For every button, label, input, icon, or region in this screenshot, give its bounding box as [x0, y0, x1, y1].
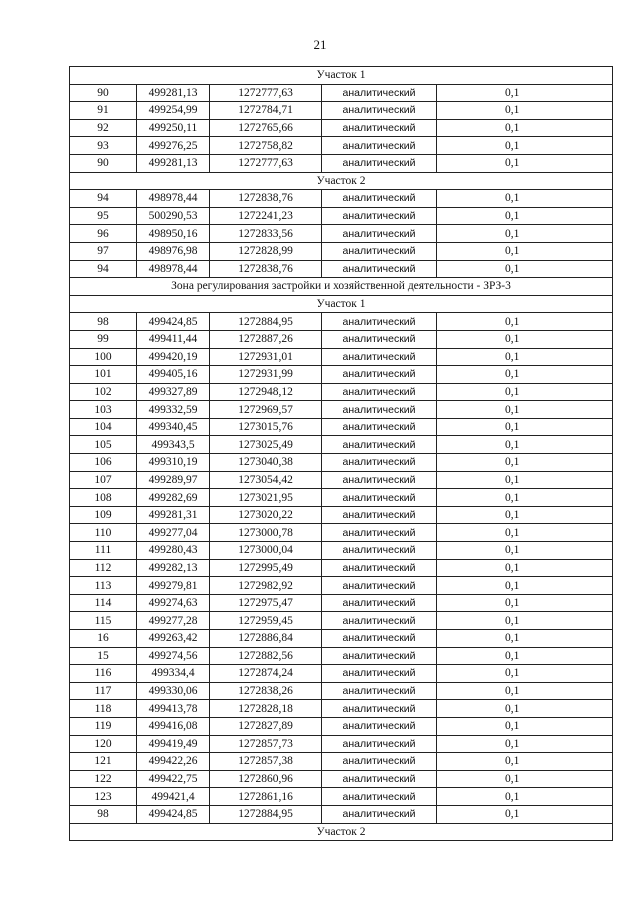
table-row: [70, 805, 613, 823]
table-row: [70, 559, 613, 577]
table-row: [70, 418, 613, 436]
method-cell: аналитический: [322, 454, 437, 472]
section-heading-row: [70, 278, 613, 296]
point-number-cell: 95: [70, 207, 137, 225]
y-coordinate-cell: 1272882,56: [210, 647, 322, 665]
method-cell: аналитический: [322, 119, 437, 137]
x-coordinate-cell: 499281,31: [137, 506, 210, 524]
x-coordinate-cell: 500290,53: [137, 207, 210, 225]
y-coordinate-cell: 1273040,38: [210, 454, 322, 472]
section-heading-row: [70, 823, 613, 841]
table-row: [70, 506, 613, 524]
x-coordinate-cell: 499281,13: [137, 84, 210, 102]
point-number-cell: 99: [70, 330, 137, 348]
y-coordinate-cell: 1273020,22: [210, 506, 322, 524]
precision-cell: 0,1: [437, 770, 613, 788]
x-coordinate-cell: 499413,78: [137, 700, 210, 718]
y-coordinate-cell: 1272931,01: [210, 348, 322, 366]
table-row: [70, 788, 613, 806]
method-cell: аналитический: [322, 348, 437, 366]
table-row: [70, 137, 613, 155]
point-number-cell: 96: [70, 225, 137, 243]
precision-cell: 0,1: [437, 788, 613, 806]
y-coordinate-cell: 1272884,95: [210, 313, 322, 331]
x-coordinate-cell: 499274,63: [137, 594, 210, 612]
x-coordinate-cell: 498950,16: [137, 225, 210, 243]
y-coordinate-cell: 1272948,12: [210, 383, 322, 401]
y-coordinate-cell: 1272241,23: [210, 207, 322, 225]
x-coordinate-cell: 499263,42: [137, 630, 210, 648]
table-row: [70, 401, 613, 419]
precision-cell: 0,1: [437, 753, 613, 771]
precision-cell: 0,1: [437, 542, 613, 560]
method-cell: аналитический: [322, 788, 437, 806]
y-coordinate-cell: 1272857,73: [210, 735, 322, 753]
table-row: [70, 770, 613, 788]
y-coordinate-cell: 1272886,84: [210, 630, 322, 648]
x-coordinate-cell: 499340,45: [137, 418, 210, 436]
method-cell: аналитический: [322, 630, 437, 648]
precision-cell: 0,1: [437, 242, 613, 260]
method-cell: аналитический: [322, 524, 437, 542]
x-coordinate-cell: 499281,13: [137, 154, 210, 172]
precision-cell: 0,1: [437, 418, 613, 436]
precision-cell: 0,1: [437, 84, 613, 102]
coordinates-table: [69, 66, 613, 841]
table-row: [70, 154, 613, 172]
precision-cell: 0,1: [437, 260, 613, 278]
point-number-cell: 106: [70, 454, 137, 472]
point-number-cell: 101: [70, 366, 137, 384]
x-coordinate-cell: 499282,13: [137, 559, 210, 577]
method-cell: аналитический: [322, 700, 437, 718]
x-coordinate-cell: 499422,26: [137, 753, 210, 771]
point-number-cell: 118: [70, 700, 137, 718]
table-row: [70, 471, 613, 489]
precision-cell: 0,1: [437, 805, 613, 823]
precision-cell: 0,1: [437, 612, 613, 630]
x-coordinate-cell: 499254,99: [137, 102, 210, 120]
section-heading: Зона регулирования застройки и хозяйственной деятельности - ЗРЗ-3: [70, 278, 613, 296]
table-row: [70, 330, 613, 348]
precision-cell: 0,1: [437, 348, 613, 366]
point-number-cell: 123: [70, 788, 137, 806]
point-number-cell: 109: [70, 506, 137, 524]
x-coordinate-cell: 499250,11: [137, 119, 210, 137]
y-coordinate-cell: 1272995,49: [210, 559, 322, 577]
method-cell: аналитический: [322, 260, 437, 278]
table-row: [70, 260, 613, 278]
table-row: [70, 542, 613, 560]
table-row: [70, 612, 613, 630]
y-coordinate-cell: 1272758,82: [210, 137, 322, 155]
point-number-cell: 90: [70, 84, 137, 102]
method-cell: аналитический: [322, 612, 437, 630]
point-number-cell: 104: [70, 418, 137, 436]
point-number-cell: 105: [70, 436, 137, 454]
point-number-cell: 121: [70, 753, 137, 771]
precision-cell: 0,1: [437, 454, 613, 472]
x-coordinate-cell: 499419,49: [137, 735, 210, 753]
x-coordinate-cell: 499310,19: [137, 454, 210, 472]
y-coordinate-cell: 1272975,47: [210, 594, 322, 612]
y-coordinate-cell: 1273015,76: [210, 418, 322, 436]
point-number-cell: 119: [70, 717, 137, 735]
x-coordinate-cell: 499327,89: [137, 383, 210, 401]
method-cell: аналитический: [322, 190, 437, 208]
precision-cell: 0,1: [437, 401, 613, 419]
y-coordinate-cell: 1272784,71: [210, 102, 322, 120]
point-number-cell: 98: [70, 805, 137, 823]
method-cell: аналитический: [322, 506, 437, 524]
x-coordinate-cell: 498976,98: [137, 242, 210, 260]
y-coordinate-cell: 1272765,66: [210, 119, 322, 137]
method-cell: аналитический: [322, 577, 437, 595]
x-coordinate-cell: 499422,75: [137, 770, 210, 788]
precision-cell: 0,1: [437, 102, 613, 120]
section-heading: Участок 2: [70, 172, 613, 190]
section-heading-row: [70, 172, 613, 190]
precision-cell: 0,1: [437, 735, 613, 753]
x-coordinate-cell: 498978,44: [137, 260, 210, 278]
precision-cell: 0,1: [437, 559, 613, 577]
y-coordinate-cell: 1273000,78: [210, 524, 322, 542]
method-cell: аналитический: [322, 753, 437, 771]
table-row: [70, 366, 613, 384]
y-coordinate-cell: 1272982,92: [210, 577, 322, 595]
x-coordinate-cell: 498978,44: [137, 190, 210, 208]
method-cell: аналитический: [322, 154, 437, 172]
table-row: [70, 682, 613, 700]
table-row: [70, 84, 613, 102]
table-row: [70, 225, 613, 243]
point-number-cell: 97: [70, 242, 137, 260]
method-cell: аналитический: [322, 805, 437, 823]
precision-cell: 0,1: [437, 383, 613, 401]
method-cell: аналитический: [322, 682, 437, 700]
precision-cell: 0,1: [437, 594, 613, 612]
x-coordinate-cell: 499343,5: [137, 436, 210, 454]
point-number-cell: 102: [70, 383, 137, 401]
y-coordinate-cell: 1272838,26: [210, 682, 322, 700]
table-row: [70, 753, 613, 771]
precision-cell: 0,1: [437, 330, 613, 348]
x-coordinate-cell: 499421,4: [137, 788, 210, 806]
precision-cell: 0,1: [437, 436, 613, 454]
method-cell: аналитический: [322, 665, 437, 683]
precision-cell: 0,1: [437, 190, 613, 208]
x-coordinate-cell: 499330,06: [137, 682, 210, 700]
method-cell: аналитический: [322, 647, 437, 665]
precision-cell: 0,1: [437, 630, 613, 648]
precision-cell: 0,1: [437, 366, 613, 384]
point-number-cell: 110: [70, 524, 137, 542]
table-row: [70, 383, 613, 401]
point-number-cell: 113: [70, 577, 137, 595]
point-number-cell: 98: [70, 313, 137, 331]
point-number-cell: 16: [70, 630, 137, 648]
method-cell: аналитический: [322, 489, 437, 507]
page-number: 21: [313, 37, 327, 52]
point-number-cell: 94: [70, 190, 137, 208]
point-number-cell: 15: [70, 647, 137, 665]
point-number-cell: 111: [70, 542, 137, 560]
precision-cell: 0,1: [437, 154, 613, 172]
method-cell: аналитический: [322, 471, 437, 489]
section-heading: Участок 1: [70, 295, 613, 313]
x-coordinate-cell: 499277,04: [137, 524, 210, 542]
table-row: [70, 594, 613, 612]
point-number-cell: 100: [70, 348, 137, 366]
precision-cell: 0,1: [437, 700, 613, 718]
x-coordinate-cell: 499420,19: [137, 348, 210, 366]
point-number-cell: 91: [70, 102, 137, 120]
y-coordinate-cell: 1272838,76: [210, 190, 322, 208]
y-coordinate-cell: 1272777,63: [210, 84, 322, 102]
point-number-cell: 117: [70, 682, 137, 700]
section-heading-row: [70, 295, 613, 313]
point-number-cell: 115: [70, 612, 137, 630]
point-number-cell: 116: [70, 665, 137, 683]
x-coordinate-cell: 499274,56: [137, 647, 210, 665]
method-cell: аналитический: [322, 242, 437, 260]
y-coordinate-cell: 1272860,96: [210, 770, 322, 788]
method-cell: аналитический: [322, 137, 437, 155]
x-coordinate-cell: 499332,59: [137, 401, 210, 419]
x-coordinate-cell: 499411,44: [137, 330, 210, 348]
table-row: [70, 647, 613, 665]
x-coordinate-cell: 499279,81: [137, 577, 210, 595]
y-coordinate-cell: 1272884,95: [210, 805, 322, 823]
x-coordinate-cell: 499424,85: [137, 313, 210, 331]
method-cell: аналитический: [322, 735, 437, 753]
precision-cell: 0,1: [437, 313, 613, 331]
section-heading-row: [70, 67, 613, 85]
y-coordinate-cell: 1273054,42: [210, 471, 322, 489]
method-cell: аналитический: [322, 383, 437, 401]
method-cell: аналитический: [322, 330, 437, 348]
table-row: [70, 700, 613, 718]
method-cell: аналитический: [322, 313, 437, 331]
section-heading: Участок 2: [70, 823, 613, 841]
method-cell: аналитический: [322, 84, 437, 102]
x-coordinate-cell: 499277,28: [137, 612, 210, 630]
precision-cell: 0,1: [437, 682, 613, 700]
point-number-cell: 114: [70, 594, 137, 612]
x-coordinate-cell: 499289,97: [137, 471, 210, 489]
y-coordinate-cell: 1272959,45: [210, 612, 322, 630]
method-cell: аналитический: [322, 207, 437, 225]
precision-cell: 0,1: [437, 119, 613, 137]
method-cell: аналитический: [322, 418, 437, 436]
precision-cell: 0,1: [437, 577, 613, 595]
y-coordinate-cell: 1272828,18: [210, 700, 322, 718]
table-row: [70, 630, 613, 648]
method-cell: аналитический: [322, 366, 437, 384]
method-cell: аналитический: [322, 559, 437, 577]
table-row: [70, 207, 613, 225]
table-row: [70, 348, 613, 366]
precision-cell: 0,1: [437, 506, 613, 524]
y-coordinate-cell: 1272857,38: [210, 753, 322, 771]
method-cell: аналитический: [322, 436, 437, 454]
method-cell: аналитический: [322, 102, 437, 120]
y-coordinate-cell: 1272874,24: [210, 665, 322, 683]
table-row: [70, 313, 613, 331]
point-number-cell: 103: [70, 401, 137, 419]
point-number-cell: 120: [70, 735, 137, 753]
precision-cell: 0,1: [437, 665, 613, 683]
section-heading: Участок 1: [70, 67, 613, 85]
x-coordinate-cell: 499282,69: [137, 489, 210, 507]
table-row: [70, 242, 613, 260]
y-coordinate-cell: 1272931,99: [210, 366, 322, 384]
y-coordinate-cell: 1272861,16: [210, 788, 322, 806]
method-cell: аналитический: [322, 594, 437, 612]
x-coordinate-cell: 499334,4: [137, 665, 210, 683]
table-row: [70, 119, 613, 137]
y-coordinate-cell: 1272833,56: [210, 225, 322, 243]
y-coordinate-cell: 1273000,04: [210, 542, 322, 560]
table-row: [70, 717, 613, 735]
y-coordinate-cell: 1273025,49: [210, 436, 322, 454]
table-row: [70, 190, 613, 208]
point-number-cell: 108: [70, 489, 137, 507]
point-number-cell: 94: [70, 260, 137, 278]
precision-cell: 0,1: [437, 647, 613, 665]
x-coordinate-cell: 499424,85: [137, 805, 210, 823]
table-row: [70, 735, 613, 753]
precision-cell: 0,1: [437, 717, 613, 735]
point-number-cell: 90: [70, 154, 137, 172]
y-coordinate-cell: 1272887,26: [210, 330, 322, 348]
method-cell: аналитический: [322, 542, 437, 560]
y-coordinate-cell: 1272828,99: [210, 242, 322, 260]
method-cell: аналитический: [322, 770, 437, 788]
x-coordinate-cell: 499405,16: [137, 366, 210, 384]
x-coordinate-cell: 499276,25: [137, 137, 210, 155]
y-coordinate-cell: 1272969,57: [210, 401, 322, 419]
precision-cell: 0,1: [437, 225, 613, 243]
table-row: [70, 524, 613, 542]
precision-cell: 0,1: [437, 471, 613, 489]
coordinates-table-body: [70, 67, 613, 841]
x-coordinate-cell: 499416,08: [137, 717, 210, 735]
table-row: [70, 489, 613, 507]
method-cell: аналитический: [322, 717, 437, 735]
precision-cell: 0,1: [437, 137, 613, 155]
y-coordinate-cell: 1272838,76: [210, 260, 322, 278]
precision-cell: 0,1: [437, 524, 613, 542]
table-row: [70, 454, 613, 472]
point-number-cell: 92: [70, 119, 137, 137]
y-coordinate-cell: 1273021,95: [210, 489, 322, 507]
point-number-cell: 122: [70, 770, 137, 788]
point-number-cell: 107: [70, 471, 137, 489]
y-coordinate-cell: 1272827,89: [210, 717, 322, 735]
method-cell: аналитический: [322, 401, 437, 419]
x-coordinate-cell: 499280,43: [137, 542, 210, 560]
point-number-cell: 112: [70, 559, 137, 577]
precision-cell: 0,1: [437, 489, 613, 507]
table-row: [70, 102, 613, 120]
method-cell: аналитический: [322, 225, 437, 243]
y-coordinate-cell: 1272777,63: [210, 154, 322, 172]
point-number-cell: 93: [70, 137, 137, 155]
table-row: [70, 436, 613, 454]
precision-cell: 0,1: [437, 207, 613, 225]
table-row: [70, 577, 613, 595]
table-row: [70, 665, 613, 683]
